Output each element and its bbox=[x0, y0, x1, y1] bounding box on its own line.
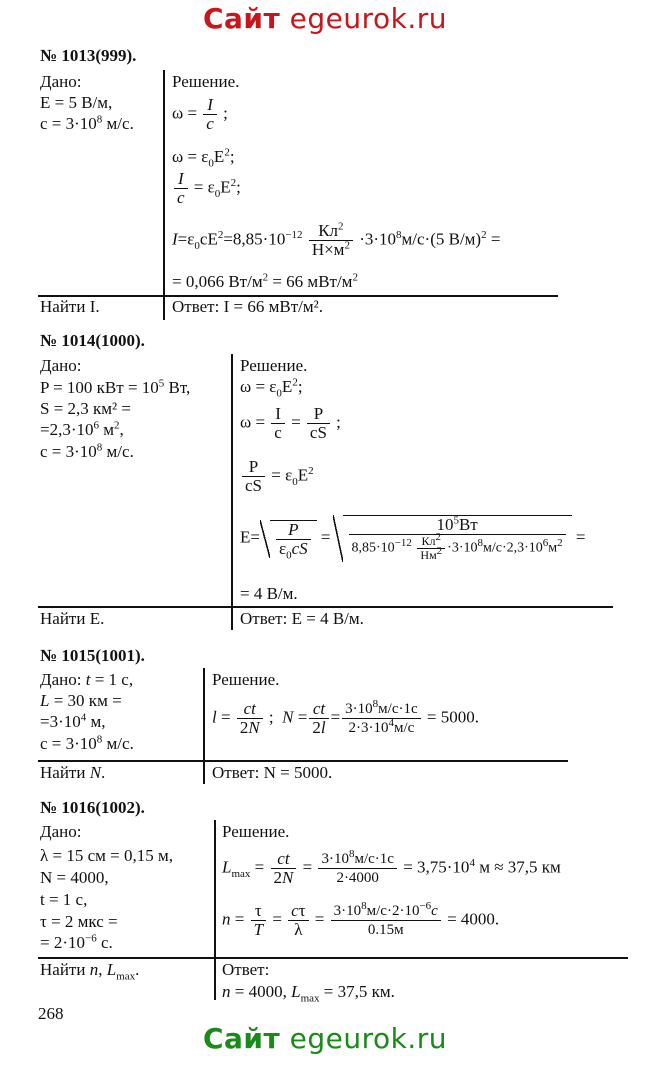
answer-line: Ответ: N = 5000. bbox=[212, 763, 333, 782]
formula: = 0,066 $Вт/м^2 = 66$ мВт/$м^2$ bbox=[172, 271, 358, 291]
banner-word-1: Сайт bbox=[202, 1022, 281, 1055]
answer-line: Ответ: E = 4 В/м. bbox=[240, 609, 364, 628]
given-line: S = 2,3 км² = bbox=[40, 399, 131, 418]
given-line: τ = 2 мкс = bbox=[40, 912, 118, 931]
find-label: Найти I. bbox=[40, 297, 100, 316]
formula: $\frac{P}{cS}$ = $\varepsilon_0E^2$ bbox=[240, 458, 314, 495]
site-banner-top bbox=[0, 2, 650, 35]
given-line: = $2\cdot 10^{-6}$ с. bbox=[40, 932, 113, 952]
divider bbox=[38, 606, 613, 608]
given-line: $=2,3\cdot 10^6$ $м^2$, bbox=[40, 419, 124, 439]
given-line: λ = 15 см = 0,15 м, bbox=[40, 846, 173, 865]
banner-word-2: egeurok.ru bbox=[289, 1022, 448, 1055]
formula: n = $\frac{\tau}{T}$ = $\frac{c\tau}{\lambda}$ = $\frac{3\cdot 10^8м/с\cdot 2\cdot 10^{-6}c}{0.15м}$ = 4000. bbox=[222, 900, 500, 939]
given-line: P = 100 кВт = $10^5$ Вт, bbox=[40, 377, 191, 397]
given-line: L = 30 км = bbox=[40, 691, 122, 710]
divider bbox=[203, 668, 205, 784]
solution-label: Решение. bbox=[222, 822, 290, 841]
formula: $I=\varepsilon_0cE^2=8,85\cdot 10^{-12}$ $\frac{Кл^2}{Н\times м^2}$ $\cdot 3\cdot 10^8м/с\cdot(5$ В/м)$^2$ = bbox=[172, 220, 501, 259]
find-label: Найти n, $L_{max}$. bbox=[40, 960, 140, 983]
divider bbox=[163, 70, 165, 320]
solution-label: Решение. bbox=[172, 72, 240, 91]
divider bbox=[38, 957, 628, 959]
formula: ω = $\frac{I}{c}$ = $\frac{P}{cS}$ ; bbox=[240, 404, 341, 442]
formula: $\omega = \varepsilon_0E^2$; bbox=[240, 376, 303, 400]
given-line: E = 5 В/м, bbox=[40, 93, 113, 112]
problem-1013-title: № 1013(999). bbox=[40, 46, 137, 65]
given-line: $=3\cdot 10^4$ м, bbox=[40, 711, 106, 731]
given-line: N = 4000, bbox=[40, 868, 109, 887]
site-banner-bottom bbox=[0, 1022, 650, 1055]
page-number: 268 bbox=[38, 1004, 64, 1023]
problem-1015-title: № 1015(1001). bbox=[40, 646, 145, 665]
banner-word-1: Сайт bbox=[202, 2, 281, 35]
given-line: $c = 3\cdot 10^8$ м/с. bbox=[40, 733, 134, 753]
find-label: Найти E. bbox=[40, 609, 105, 628]
divider bbox=[38, 760, 568, 762]
answer-line: Ответ: I = 66 мВт/м². bbox=[172, 297, 323, 316]
banner-word-2: egeurok.ru bbox=[289, 2, 448, 35]
formula: $L_{max}$ = $\frac{ct}{2N}$ = $\frac{3\cdot 10^8м/с\cdot 1с}{2\cdot 4000}$ = $3,75\cdot 10^4$ м ≈ 37,5 км bbox=[222, 848, 561, 887]
given-line: $c = 3\cdot 10^8$ м/с. bbox=[40, 113, 134, 133]
given-line: Дано: t = 1 c, bbox=[40, 670, 134, 689]
given-label: Дано: bbox=[40, 822, 82, 841]
given-label: Дано: bbox=[40, 356, 82, 375]
formula: $\frac{I}{c}$ = $\varepsilon_0E^2$; bbox=[172, 170, 241, 207]
formula: ω = $\frac{I}{c}$ ; bbox=[172, 95, 228, 133]
find-label: Найти N. bbox=[40, 763, 106, 782]
divider bbox=[214, 820, 216, 1000]
given-label: Дано: bbox=[40, 72, 82, 91]
answer-label: Ответ: bbox=[222, 960, 270, 979]
formula: E= $\frac{P}{\varepsilon_0cS}$ = $10^5Вт$ $8,85\cdot 10^{-12}$ $\frac{Кл^2}{Нм^2}$ $\cdot 3\cdot 10^8м/с\cdot 2,3\cdot 10^6м^2$ = bbox=[240, 514, 586, 562]
problem-1016-title: № 1016(1002). bbox=[40, 798, 145, 817]
solution-label: Решение. bbox=[240, 356, 308, 375]
given-line: $c = 3\cdot 10^8$ м/с. bbox=[40, 441, 134, 461]
given-line: t = 1 c, bbox=[40, 890, 88, 909]
formula: l = $\frac{ct}{2N}$ ; N = $\frac{ct}{2l}$ = $\frac{3\cdot 10^8м/с\cdot 1с}{2\cdot 3\cdot 10^4м/с}$ = 5000. bbox=[212, 698, 479, 737]
formula: = 4 В/м. bbox=[240, 584, 298, 603]
divider bbox=[231, 354, 233, 630]
answer-line: n = 4000, $L_{max} = 37,5$ км. bbox=[222, 982, 395, 1005]
formula: $\omega = \varepsilon_0E^2$; bbox=[172, 146, 235, 170]
problem-1014-title: № 1014(1000). bbox=[40, 331, 145, 350]
solution-label: Решение. bbox=[212, 670, 280, 689]
